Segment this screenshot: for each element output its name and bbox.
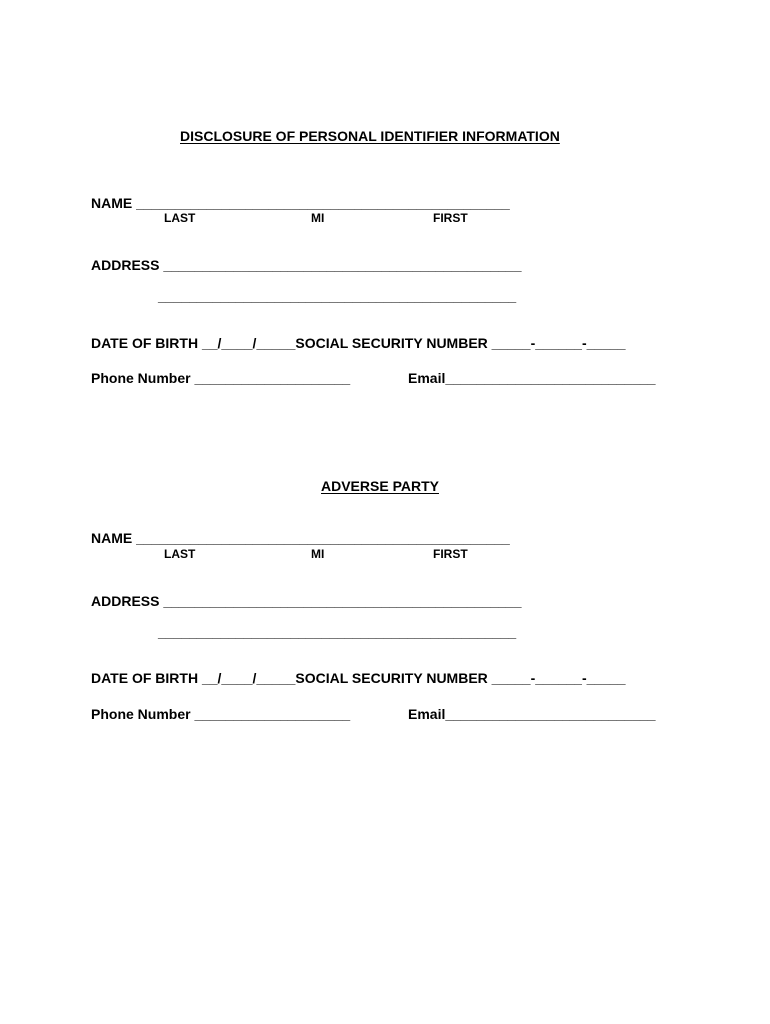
adverse-name-sublabel-last: LAST	[164, 547, 196, 561]
name-sublabel-mi: MI	[311, 211, 325, 225]
adverse-dob-ssn-field[interactable]: DATE OF BIRTH __/____/_____SOCIAL SECURITY NUMBER _____-______-_____	[91, 670, 626, 686]
phone-field[interactable]: Phone Number ____________________	[91, 370, 351, 386]
document-title: DISCLOSURE OF PERSONAL IDENTIFIER INFORMATION	[180, 128, 560, 144]
name-sublabel-last: LAST	[164, 211, 196, 225]
adverse-name-field[interactable]: NAME ________________________________________________	[91, 530, 510, 546]
name-sublabel-first: FIRST	[433, 211, 468, 225]
adverse-address-field-line-2[interactable]: ______________________________________________	[158, 624, 517, 640]
adverse-name-sublabel-first: FIRST	[433, 547, 468, 561]
address-field-line-1[interactable]: ADDRESS ______________________________________________	[91, 257, 522, 273]
adverse-phone-field[interactable]: Phone Number ____________________	[91, 706, 351, 722]
address-field-line-2[interactable]: ______________________________________________	[158, 288, 517, 304]
dob-ssn-field[interactable]: DATE OF BIRTH __/____/_____SOCIAL SECURITY NUMBER _____-______-_____	[91, 335, 626, 351]
adverse-address-field-line-1[interactable]: ADDRESS ______________________________________________	[91, 593, 522, 609]
adverse-email-field[interactable]: Email___________________________	[408, 706, 656, 722]
adverse-name-sublabel-mi: MI	[311, 547, 325, 561]
name-field[interactable]: NAME ________________________________________________	[91, 195, 510, 211]
adverse-party-heading: ADVERSE PARTY	[321, 478, 439, 494]
email-field[interactable]: Email___________________________	[408, 370, 656, 386]
